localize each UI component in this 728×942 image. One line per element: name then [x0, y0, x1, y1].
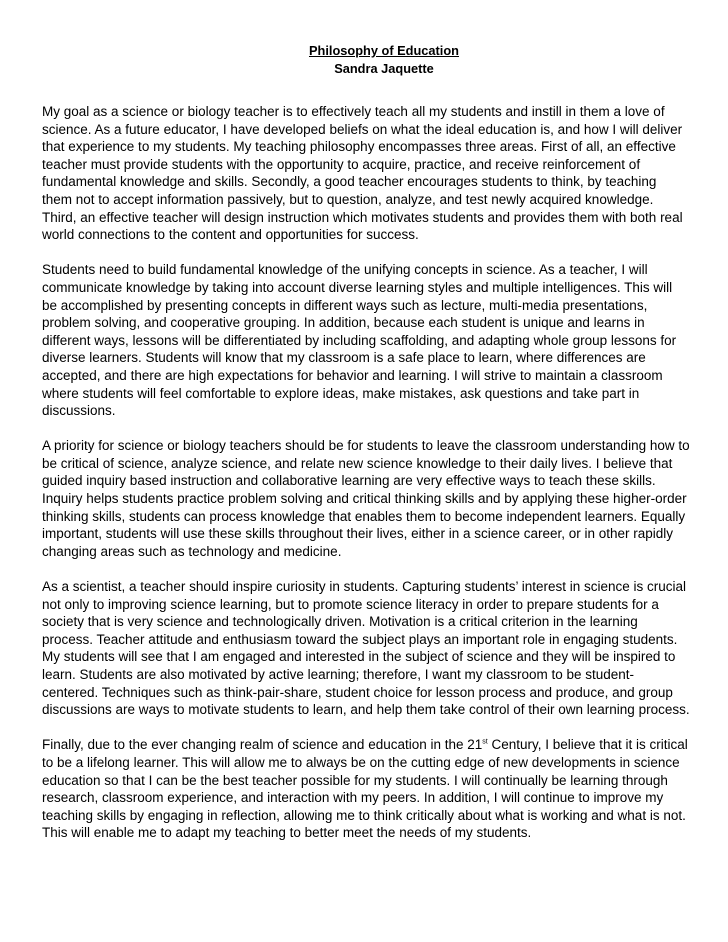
document-body [42, 103, 690, 860]
final-paragraph-start: Finally, due to the ever changing realm of science and education in the 21 [42, 737, 483, 753]
paragraph-goal: My goal as a science or biology teacher is to effectively teach all my students and instill in them a love of science. As a future educator, I have developed beliefs on what the ideal education is, and how I will deliver that experience to my students. My teaching philosophy encompasses three areas. First of all, an effective teacher must provide students with the opportunity to acquire, practice, and receive reinforcement of fundamental knowledge and skills. Secondly, a good teacher encourages students to think, by teaching them not to accept information passively, but to question, analyze, and test newly acquired knowledge. Third, an effective teacher will design instruction which motivates students and provides them with both real world connections to the content and opportunities for success. [42, 104, 683, 243]
paragraph-motivation: As a scientist, a teacher should inspire curiosity in students. Capturing students’ interest in science is crucial not only to improving science learning, but to promote science literacy in order to prepare students for a society that is very science and technologically driven. Motivation is a critical criterion in the learning process. Teacher attitude and enthusiasm toward the subject plays an important role in engaging students. My students will see that I am engaged and interested in the subject of science and they will be inspired to learn. Students are also motivated by active learning; therefore, I want my classroom to be student-centered. Techniques such as think-pair-share, student choice for lesson process and produce, and group discussions are ways to motivate students to learn, and help them take control of their own learning process. [42, 579, 690, 718]
ordinal-superscript: st [482, 738, 488, 746]
paragraph-critical-thinking: A priority for science or biology teachers should be for students to leave the classroom understanding how to be critical of science, analyze science, and relate new science knowledge to their daily lives. I believe that guided inquiry based instruction and collaborative learning are very effective ways to teach these skills. Inquiry helps students practice problem solving and critical thinking skills and by applying these higher-order thinking skills, students can process knowledge that enables them to become independent learners. Equally important, students will use these skills throughout their lives, either in a science career, or in other rapidly changing areas such as technology and medicine. [42, 438, 690, 559]
paragraph-lifelong-learning [42, 736, 690, 842]
document-header [0, 42, 728, 78]
paragraph-fundamental-knowledge: Students need to build fundamental knowledge of the unifying concepts in science. As a teacher, I will communicate knowledge by taking into account diverse learning styles and multiple intelligences. This will be accomplished by presenting concepts in different ways such as lecture, multi-media presentations, problem solving, and cooperative grouping. In addition, because each student is unique and learns in different ways, lessons will be differentiated by including scaffolding, and adapting whole group lessons for diverse learners. Students will know that my classroom is a safe place to learn, where differences are accepted, and there are high expectations for behavior and learning. I will strive to maintain a classroom where students will feel comfortable to explore ideas, make mistakes, ask questions and take part in discussions. [42, 262, 677, 419]
final-paragraph-rest: Century, I believe that it is critical to be a lifelong learner. This will allow me to always be on the cutting edge of new developments in science education so that I can be the best teacher possible for my students. I will continually be learning through research, classroom experience, and interaction with my peers. In addition, I will continue to improve my teaching skills by engaging in reflection, allowing me to think critically about what is working and what is not. This will enable me to adapt my teaching to better meet the needs of my students. [42, 737, 688, 841]
document-title: Philosophy of Education [308, 43, 459, 58]
document-author: Sandra Jaquette [334, 61, 434, 76]
